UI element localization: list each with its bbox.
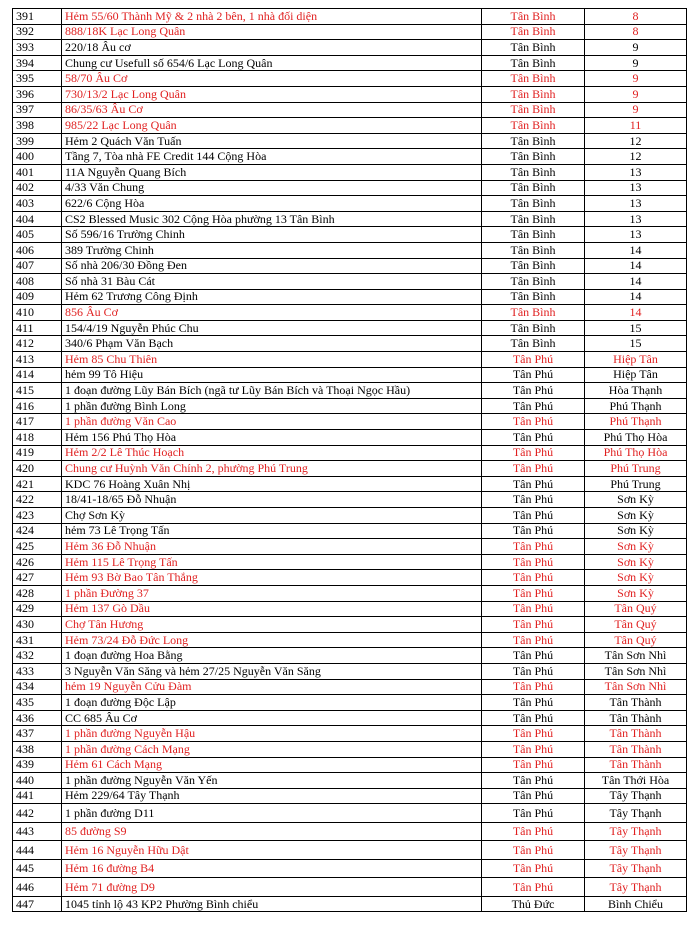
row-district: Tân Bình bbox=[482, 274, 585, 290]
row-address: CS2 Blessed Music 302 Cộng Hòa phường 13 Tân Bình bbox=[62, 211, 482, 227]
row-ward: 11 bbox=[585, 118, 687, 134]
row-district: Thủ Đức bbox=[482, 896, 585, 912]
row-number: 426 bbox=[13, 554, 62, 570]
row-ward: 9 bbox=[585, 102, 687, 118]
table-row bbox=[13, 632, 687, 648]
row-address: Tầng 7, Tòa nhà FE Credit 144 Cộng Hòa bbox=[62, 149, 482, 165]
row-district: Tân Phú bbox=[482, 710, 585, 726]
table-row bbox=[13, 476, 687, 492]
table-row bbox=[13, 242, 687, 258]
row-address: 4/33 Văn Chung bbox=[62, 180, 482, 196]
table-row bbox=[13, 570, 687, 586]
row-address: Số 596/16 Trường Chinh bbox=[62, 227, 482, 243]
row-address: 1 phần đường Nguyễn Hậu bbox=[62, 726, 482, 742]
table-row bbox=[13, 305, 687, 321]
row-number: 425 bbox=[13, 539, 62, 555]
row-address: 154/4/19 Nguyễn Phúc Chu bbox=[62, 320, 482, 336]
table-row bbox=[13, 841, 687, 860]
row-number: 399 bbox=[13, 133, 62, 149]
row-number: 422 bbox=[13, 492, 62, 508]
row-number: 394 bbox=[13, 55, 62, 71]
row-address: 220/18 Âu cơ bbox=[62, 40, 482, 56]
row-ward: Tân Thành bbox=[585, 726, 687, 742]
row-number: 409 bbox=[13, 289, 62, 305]
table-row bbox=[13, 133, 687, 149]
row-address: Hẻm 137 Gò Dầu bbox=[62, 601, 482, 617]
row-ward: Phú Trung bbox=[585, 461, 687, 477]
table-row bbox=[13, 601, 687, 617]
row-ward: Phú Thọ Hòa bbox=[585, 445, 687, 461]
row-district: Tân Phú bbox=[482, 741, 585, 757]
row-ward: Tân Quý bbox=[585, 632, 687, 648]
row-ward: Tân Thới Hòa bbox=[585, 773, 687, 789]
row-address: 18/41-18/65 Đỗ Nhuận bbox=[62, 492, 482, 508]
row-district: Tân Bình bbox=[482, 196, 585, 212]
row-district: Tân Bình bbox=[482, 164, 585, 180]
row-address: Số nhà 206/30 Đồng Đen bbox=[62, 258, 482, 274]
row-district: Tân Phú bbox=[482, 663, 585, 679]
row-district: Tân Phú bbox=[482, 554, 585, 570]
row-number: 415 bbox=[13, 383, 62, 399]
row-address: 58/70 Âu Cơ bbox=[62, 71, 482, 87]
table-row bbox=[13, 320, 687, 336]
row-address: Hẻm 115 Lê Trọng Tấn bbox=[62, 554, 482, 570]
row-address: 85 đường S9 bbox=[62, 822, 482, 841]
row-number: 410 bbox=[13, 305, 62, 321]
table-row bbox=[13, 695, 687, 711]
row-district: Tân Phú bbox=[482, 430, 585, 446]
table-row bbox=[13, 523, 687, 539]
row-district: Tân Phú bbox=[482, 648, 585, 664]
row-district: Tân Bình bbox=[482, 118, 585, 134]
table-row bbox=[13, 822, 687, 841]
row-ward: 9 bbox=[585, 55, 687, 71]
row-ward: Hòa Thạnh bbox=[585, 383, 687, 399]
row-number: 408 bbox=[13, 274, 62, 290]
row-number: 430 bbox=[13, 617, 62, 633]
row-address: 1 đoạn đường Hoa Bằng bbox=[62, 648, 482, 664]
table-row bbox=[13, 40, 687, 56]
row-number: 434 bbox=[13, 679, 62, 695]
row-ward: Tây Thạnh bbox=[585, 804, 687, 823]
row-address: KDC 76 Hoàng Xuân Nhị bbox=[62, 476, 482, 492]
row-district: Tân Phú bbox=[482, 822, 585, 841]
row-address: 622/6 Cộng Hòa bbox=[62, 196, 482, 212]
row-district: Tân Bình bbox=[482, 336, 585, 352]
row-address: 86/35/63 Âu Cơ bbox=[62, 102, 482, 118]
row-address: Hẻm 61 Cách Mạng bbox=[62, 757, 482, 773]
row-district: Tân Phú bbox=[482, 476, 585, 492]
table-row bbox=[13, 859, 687, 878]
table-row bbox=[13, 352, 687, 368]
table-row bbox=[13, 289, 687, 305]
row-district: Tân Phú bbox=[482, 570, 585, 586]
row-ward: 14 bbox=[585, 274, 687, 290]
row-ward: Phú Thạnh bbox=[585, 398, 687, 414]
row-district: Tân Phú bbox=[482, 695, 585, 711]
row-district: Tân Phú bbox=[482, 773, 585, 789]
row-address: Hẻm 16 đường B4 bbox=[62, 859, 482, 878]
row-number: 436 bbox=[13, 710, 62, 726]
row-number: 437 bbox=[13, 726, 62, 742]
row-district: Tân Phú bbox=[482, 461, 585, 477]
row-number: 416 bbox=[13, 398, 62, 414]
table-row bbox=[13, 383, 687, 399]
row-district: Tân Bình bbox=[482, 242, 585, 258]
row-number: 395 bbox=[13, 71, 62, 87]
row-district: Tân Bình bbox=[482, 133, 585, 149]
row-address: 340/6 Phạm Văn Bạch bbox=[62, 336, 482, 352]
row-number: 393 bbox=[13, 40, 62, 56]
table-row bbox=[13, 539, 687, 555]
row-number: 412 bbox=[13, 336, 62, 352]
row-address: hẻm 19 Nguyễn Cửu Đàm bbox=[62, 679, 482, 695]
row-ward: Sơn Kỳ bbox=[585, 539, 687, 555]
row-ward: Tây Thạnh bbox=[585, 788, 687, 804]
row-number: 431 bbox=[13, 632, 62, 648]
row-district: Tân Phú bbox=[482, 726, 585, 742]
row-address: 1 phần đường Văn Cao bbox=[62, 414, 482, 430]
row-number: 441 bbox=[13, 788, 62, 804]
row-number: 407 bbox=[13, 258, 62, 274]
row-number: 438 bbox=[13, 741, 62, 757]
row-address: 1 phần đường Bình Long bbox=[62, 398, 482, 414]
row-district: Tân Bình bbox=[482, 24, 585, 40]
row-number: 435 bbox=[13, 695, 62, 711]
row-number: 440 bbox=[13, 773, 62, 789]
row-address: Chợ Sơn Kỳ bbox=[62, 508, 482, 524]
row-ward: 13 bbox=[585, 180, 687, 196]
row-district: Tân Bình bbox=[482, 305, 585, 321]
row-district: Tân Bình bbox=[482, 320, 585, 336]
row-number: 443 bbox=[13, 822, 62, 841]
row-ward: Sơn Kỳ bbox=[585, 585, 687, 601]
row-district: Tân Phú bbox=[482, 508, 585, 524]
row-district: Tân Bình bbox=[482, 289, 585, 305]
table-row bbox=[13, 24, 687, 40]
row-ward: Tân Thành bbox=[585, 695, 687, 711]
location-table bbox=[12, 8, 687, 912]
row-number: 414 bbox=[13, 367, 62, 383]
row-ward: 15 bbox=[585, 336, 687, 352]
row-number: 418 bbox=[13, 430, 62, 446]
row-district: Tân Bình bbox=[482, 86, 585, 102]
row-address: Hẻm 55/60 Thành Mỹ & 2 nhà 2 bên, 1 nhà đối diện bbox=[62, 9, 482, 25]
row-number: 398 bbox=[13, 118, 62, 134]
table-row bbox=[13, 164, 687, 180]
table-row bbox=[13, 336, 687, 352]
row-number: 429 bbox=[13, 601, 62, 617]
row-address: 1 phần đường Nguyễn Văn Yến bbox=[62, 773, 482, 789]
row-ward: 8 bbox=[585, 9, 687, 25]
row-district: Tân Phú bbox=[482, 757, 585, 773]
table-row bbox=[13, 804, 687, 823]
row-address: Hẻm 85 Chu Thiên bbox=[62, 352, 482, 368]
row-address: 1045 tỉnh lộ 43 KP2 Phường Bình chiểu bbox=[62, 896, 482, 912]
row-number: 432 bbox=[13, 648, 62, 664]
row-number: 444 bbox=[13, 841, 62, 860]
row-ward: Tân Quý bbox=[585, 617, 687, 633]
row-district: Tân Bình bbox=[482, 9, 585, 25]
row-address: 985/22 Lạc Long Quân bbox=[62, 118, 482, 134]
row-number: 397 bbox=[13, 102, 62, 118]
row-address: Hẻm 2 Quách Văn Tuấn bbox=[62, 133, 482, 149]
row-number: 402 bbox=[13, 180, 62, 196]
row-number: 404 bbox=[13, 211, 62, 227]
row-ward: Hiệp Tân bbox=[585, 352, 687, 368]
row-number: 427 bbox=[13, 570, 62, 586]
row-ward: Tân Sơn Nhì bbox=[585, 648, 687, 664]
location-table-body bbox=[13, 9, 687, 912]
table-row bbox=[13, 430, 687, 446]
row-ward: Phú Thọ Hòa bbox=[585, 430, 687, 446]
row-ward: 13 bbox=[585, 227, 687, 243]
row-address: Hẻm 62 Trương Công Định bbox=[62, 289, 482, 305]
row-address: 888/18K Lạc Long Quân bbox=[62, 24, 482, 40]
row-ward: Sơn Kỳ bbox=[585, 508, 687, 524]
row-ward: 14 bbox=[585, 242, 687, 258]
row-district: Tân Bình bbox=[482, 149, 585, 165]
row-district: Tân Phú bbox=[482, 414, 585, 430]
row-address: 1 đoạn đường Độc Lập bbox=[62, 695, 482, 711]
row-district: Tân Phú bbox=[482, 398, 585, 414]
row-district: Tân Phú bbox=[482, 352, 585, 368]
table-row bbox=[13, 741, 687, 757]
table-row bbox=[13, 663, 687, 679]
row-number: 391 bbox=[13, 9, 62, 25]
row-ward: Tân Sơn Nhì bbox=[585, 679, 687, 695]
row-district: Tân Bình bbox=[482, 180, 585, 196]
row-address: 730/13/2 Lạc Long Quân bbox=[62, 86, 482, 102]
row-ward: 14 bbox=[585, 258, 687, 274]
row-ward: 12 bbox=[585, 133, 687, 149]
row-address: Chung cư Huỳnh Văn Chính 2, phường Phú Trung bbox=[62, 461, 482, 477]
table-row bbox=[13, 102, 687, 118]
row-address: Hẻm 156 Phú Thọ Hòa bbox=[62, 430, 482, 446]
row-ward: 13 bbox=[585, 211, 687, 227]
row-address: Chợ Tân Hương bbox=[62, 617, 482, 633]
row-ward: 14 bbox=[585, 305, 687, 321]
row-number: 417 bbox=[13, 414, 62, 430]
row-district: Tân Bình bbox=[482, 102, 585, 118]
row-number: 420 bbox=[13, 461, 62, 477]
table-row bbox=[13, 211, 687, 227]
table-row bbox=[13, 585, 687, 601]
row-ward: Bình Chiểu bbox=[585, 896, 687, 912]
row-number: 423 bbox=[13, 508, 62, 524]
row-ward: Sơn Kỳ bbox=[585, 570, 687, 586]
row-ward: Tây Thạnh bbox=[585, 859, 687, 878]
table-row bbox=[13, 788, 687, 804]
row-number: 433 bbox=[13, 663, 62, 679]
row-number: 421 bbox=[13, 476, 62, 492]
row-number: 447 bbox=[13, 896, 62, 912]
table-row bbox=[13, 180, 687, 196]
table-row bbox=[13, 55, 687, 71]
row-ward: Phú Trung bbox=[585, 476, 687, 492]
row-ward: 9 bbox=[585, 71, 687, 87]
row-ward: Tân Quý bbox=[585, 601, 687, 617]
table-row bbox=[13, 710, 687, 726]
row-district: Tân Phú bbox=[482, 859, 585, 878]
table-row bbox=[13, 896, 687, 912]
table-row bbox=[13, 878, 687, 897]
table-row bbox=[13, 196, 687, 212]
row-number: 424 bbox=[13, 523, 62, 539]
row-address: 1 phần Đường 37 bbox=[62, 585, 482, 601]
row-number: 405 bbox=[13, 227, 62, 243]
row-ward: Tây Thạnh bbox=[585, 878, 687, 897]
row-address: Số nhà 31 Bàu Cát bbox=[62, 274, 482, 290]
row-district: Tân Phú bbox=[482, 585, 585, 601]
table-row bbox=[13, 227, 687, 243]
table-row bbox=[13, 461, 687, 477]
row-district: Tân Phú bbox=[482, 601, 585, 617]
table-row bbox=[13, 757, 687, 773]
row-address: Hẻm 36 Đỗ Nhuận bbox=[62, 539, 482, 555]
table-row bbox=[13, 86, 687, 102]
table-row bbox=[13, 679, 687, 695]
row-number: 400 bbox=[13, 149, 62, 165]
row-district: Tân Phú bbox=[482, 804, 585, 823]
row-ward: Sơn Kỳ bbox=[585, 554, 687, 570]
row-ward: 9 bbox=[585, 40, 687, 56]
table-row bbox=[13, 554, 687, 570]
row-address: 1 đoạn đường Lũy Bán Bích (ngã tư Lũy Bán Bích và Thoại Ngọc Hầu) bbox=[62, 383, 482, 399]
table-row bbox=[13, 726, 687, 742]
row-ward: 13 bbox=[585, 164, 687, 180]
row-number: 411 bbox=[13, 320, 62, 336]
row-address: Hẻm 73/24 Đỗ Đức Long bbox=[62, 632, 482, 648]
row-district: Tân Phú bbox=[482, 367, 585, 383]
table-row bbox=[13, 414, 687, 430]
row-district: Tân Phú bbox=[482, 878, 585, 897]
row-district: Tân Phú bbox=[482, 841, 585, 860]
table-row bbox=[13, 492, 687, 508]
table-row bbox=[13, 648, 687, 664]
row-address: 11A Nguyễn Quang Bích bbox=[62, 164, 482, 180]
row-number: 445 bbox=[13, 859, 62, 878]
row-address: 1 phần đường D11 bbox=[62, 804, 482, 823]
row-ward: Sơn Kỳ bbox=[585, 523, 687, 539]
row-district: Tân Phú bbox=[482, 445, 585, 461]
row-ward: Tân Sơn Nhì bbox=[585, 663, 687, 679]
row-number: 413 bbox=[13, 352, 62, 368]
row-number: 419 bbox=[13, 445, 62, 461]
row-ward: Hiệp Tân bbox=[585, 367, 687, 383]
row-ward: Tân Thành bbox=[585, 757, 687, 773]
row-district: Tân Bình bbox=[482, 211, 585, 227]
table-row bbox=[13, 258, 687, 274]
row-ward: 8 bbox=[585, 24, 687, 40]
row-ward: 15 bbox=[585, 320, 687, 336]
row-address: 3 Nguyễn Văn Săng và hẻm 27/25 Nguyễn Văn Săng bbox=[62, 663, 482, 679]
row-ward: Tân Thành bbox=[585, 710, 687, 726]
table-row bbox=[13, 274, 687, 290]
table-row bbox=[13, 508, 687, 524]
table-row bbox=[13, 9, 687, 25]
row-ward: 12 bbox=[585, 149, 687, 165]
row-district: Tân Phú bbox=[482, 617, 585, 633]
row-address: 1 phần đường Cách Mạng bbox=[62, 741, 482, 757]
row-address: Hẻm 16 Nguyễn Hữu Dật bbox=[62, 841, 482, 860]
row-number: 406 bbox=[13, 242, 62, 258]
row-number: 446 bbox=[13, 878, 62, 897]
row-address: Hẻm 93 Bờ Bao Tân Thắng bbox=[62, 570, 482, 586]
row-district: Tân Phú bbox=[482, 523, 585, 539]
row-ward: Tân Thành bbox=[585, 741, 687, 757]
table-row bbox=[13, 367, 687, 383]
row-number: 439 bbox=[13, 757, 62, 773]
row-district: Tân Bình bbox=[482, 71, 585, 87]
row-number: 392 bbox=[13, 24, 62, 40]
row-district: Tân Phú bbox=[482, 383, 585, 399]
row-ward: Tây Thạnh bbox=[585, 822, 687, 841]
row-district: Tân Phú bbox=[482, 539, 585, 555]
row-ward: Tây Thạnh bbox=[585, 841, 687, 860]
row-ward: 14 bbox=[585, 289, 687, 305]
row-address: Hẻm 2/2 Lê Thúc Hoạch bbox=[62, 445, 482, 461]
row-district: Tân Phú bbox=[482, 788, 585, 804]
row-number: 396 bbox=[13, 86, 62, 102]
row-address: Hẻm 71 đường D9 bbox=[62, 878, 482, 897]
row-number: 428 bbox=[13, 585, 62, 601]
table-row bbox=[13, 149, 687, 165]
row-address: CC 685 Âu Cơ bbox=[62, 710, 482, 726]
row-address: Chung cư Usefull số 654/6 Lạc Long Quân bbox=[62, 55, 482, 71]
row-district: Tân Phú bbox=[482, 492, 585, 508]
row-ward: Phú Thạnh bbox=[585, 414, 687, 430]
table-row bbox=[13, 118, 687, 134]
table-row bbox=[13, 773, 687, 789]
row-district: Tân Phú bbox=[482, 679, 585, 695]
row-ward: 9 bbox=[585, 86, 687, 102]
row-number: 403 bbox=[13, 196, 62, 212]
row-address: hẻm 99 Tô Hiệu bbox=[62, 367, 482, 383]
table-row bbox=[13, 617, 687, 633]
row-district: Tân Bình bbox=[482, 227, 585, 243]
row-address: Hẻm 229/64 Tây Thạnh bbox=[62, 788, 482, 804]
row-district: Tân Bình bbox=[482, 40, 585, 56]
row-number: 401 bbox=[13, 164, 62, 180]
row-address: 856 Âu Cơ bbox=[62, 305, 482, 321]
row-district: Tân Bình bbox=[482, 55, 585, 71]
row-number: 442 bbox=[13, 804, 62, 823]
row-district: Tân Phú bbox=[482, 632, 585, 648]
table-row bbox=[13, 71, 687, 87]
table-row bbox=[13, 445, 687, 461]
row-ward: 13 bbox=[585, 196, 687, 212]
table-row bbox=[13, 398, 687, 414]
row-district: Tân Bình bbox=[482, 258, 585, 274]
row-address: hẻm 73 Lê Trọng Tấn bbox=[62, 523, 482, 539]
row-address: 389 Trường Chinh bbox=[62, 242, 482, 258]
row-ward: Sơn Kỳ bbox=[585, 492, 687, 508]
